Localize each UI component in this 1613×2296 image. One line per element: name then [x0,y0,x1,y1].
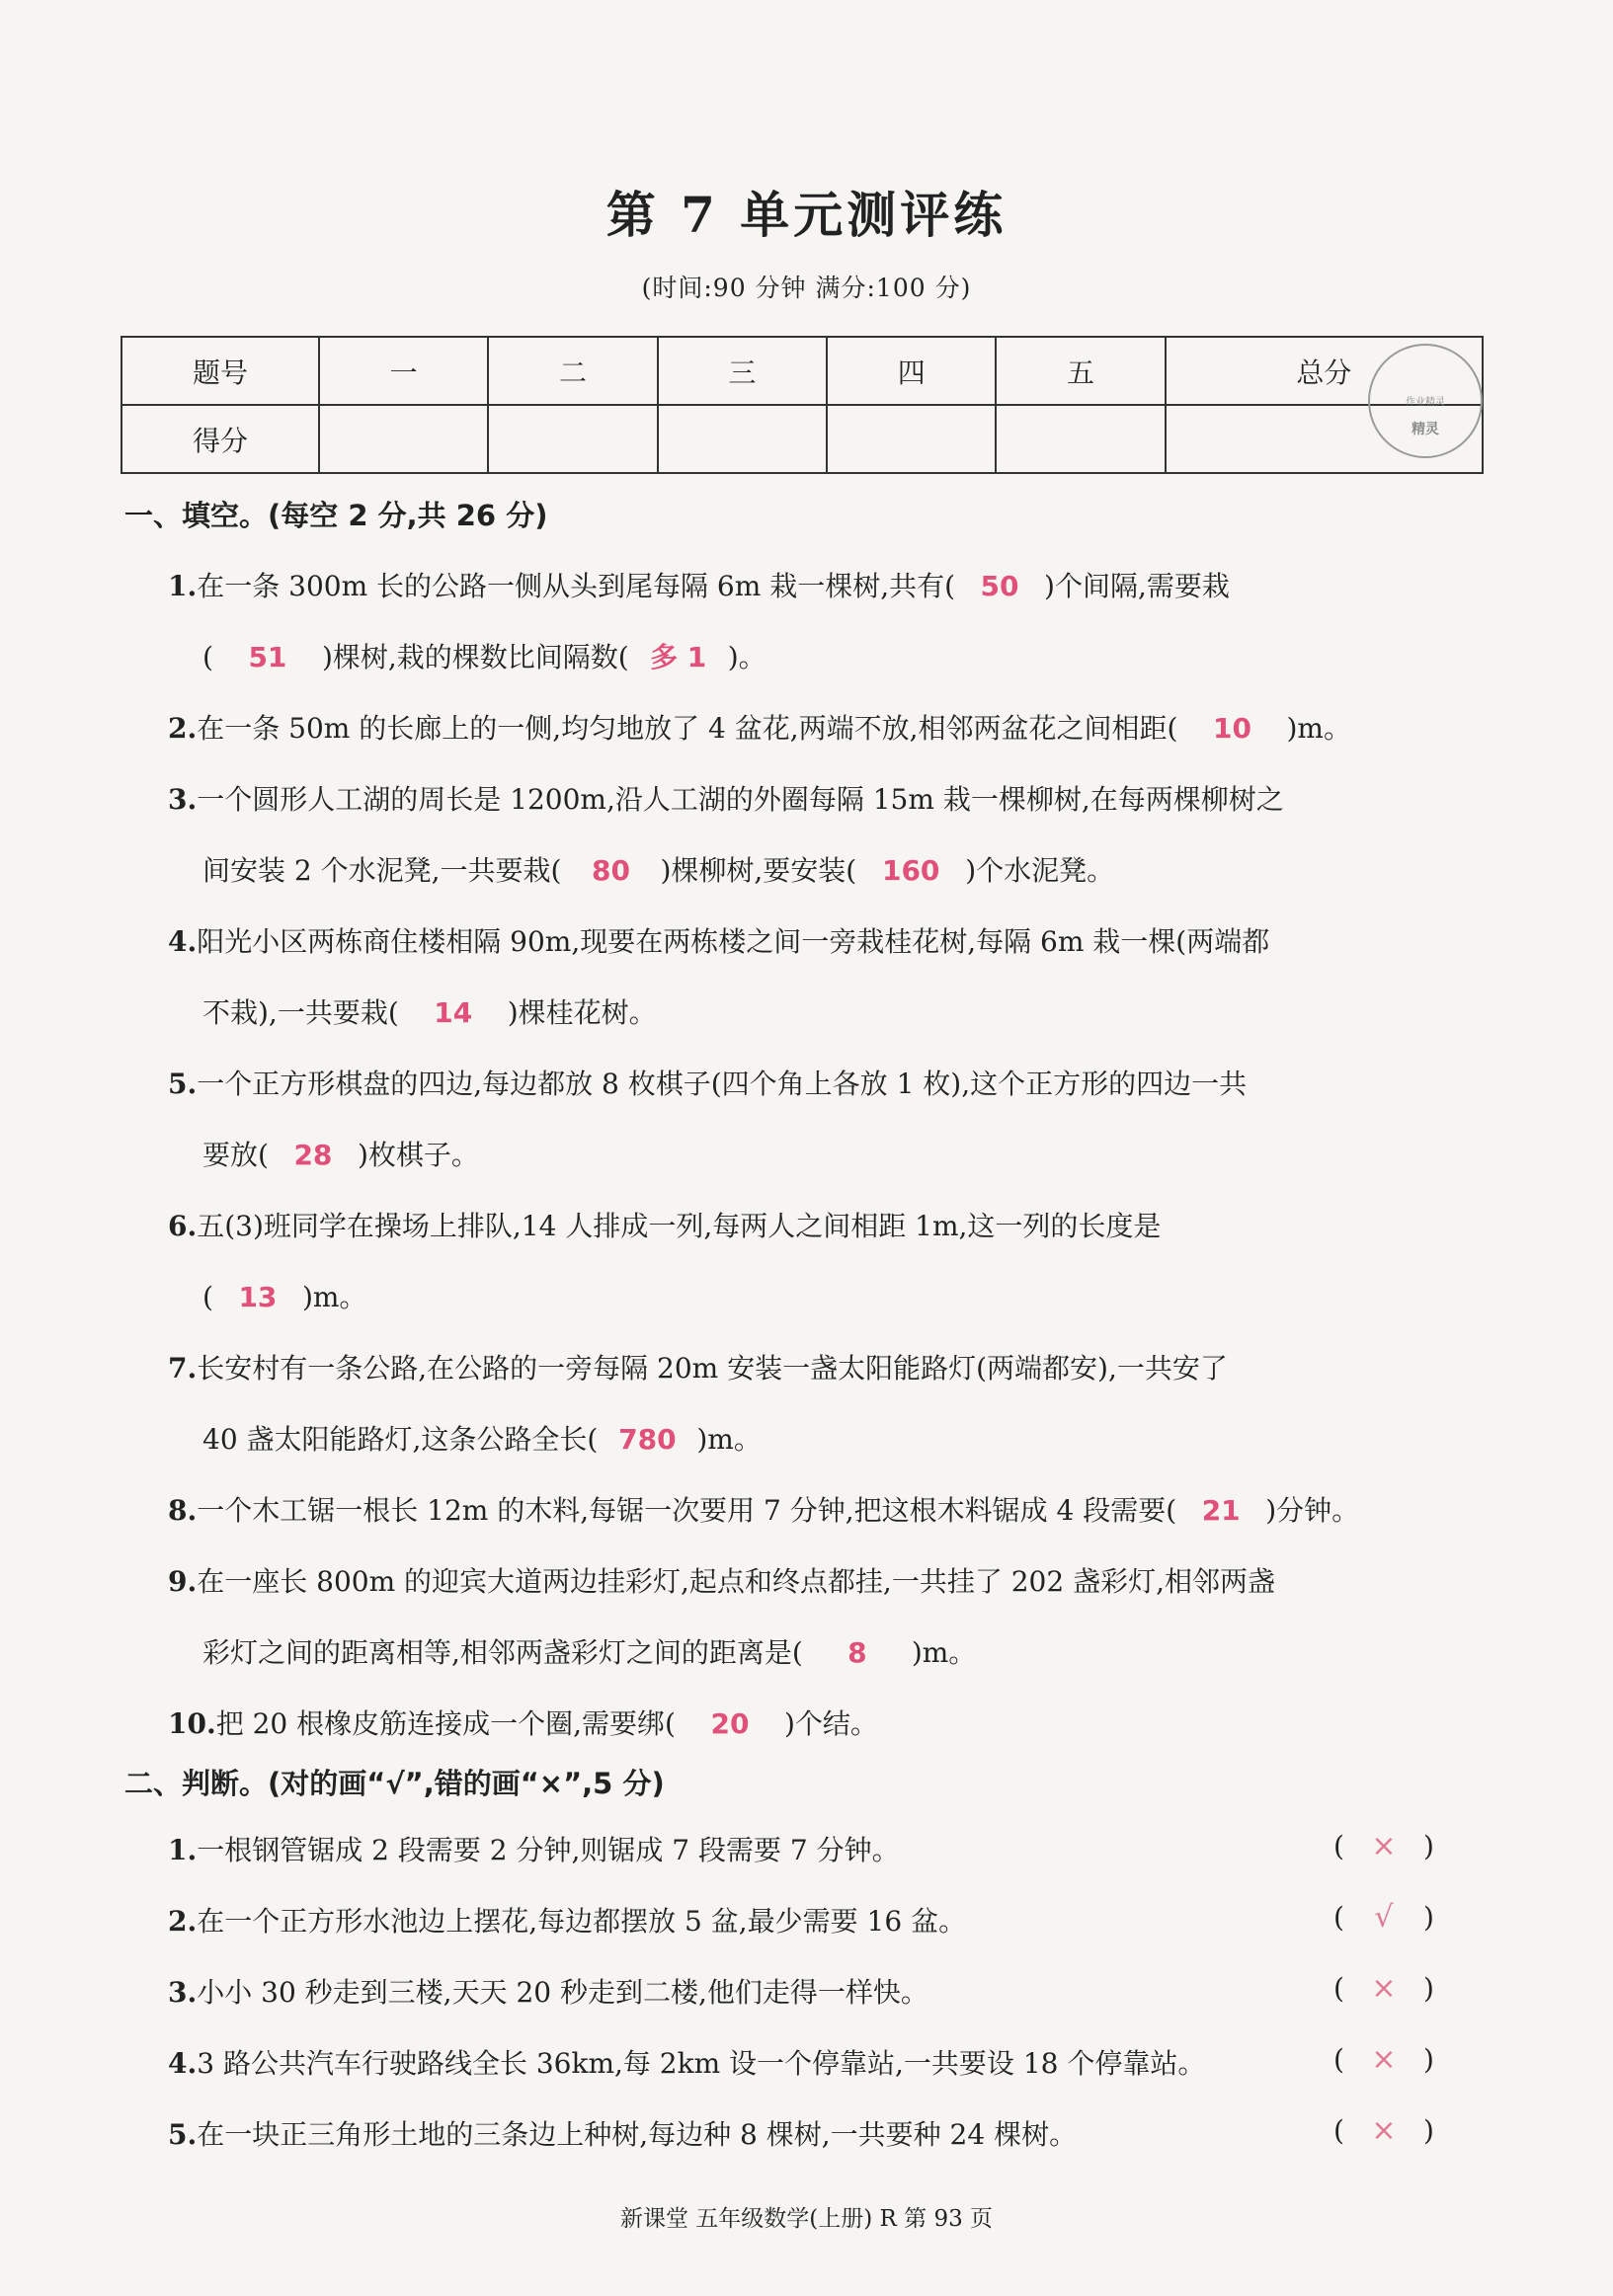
score-table-header-cell: 总分 [1166,337,1483,405]
section-heading-fill-blank: 一、填空。(每空 2 分,共 26 分) [124,499,548,532]
paren: ( [1333,2043,1344,2076]
answer: 50 [980,570,1019,602]
question-text: )。 [727,641,766,673]
question-text: 要放( [202,1139,269,1171]
check-mark: √ [1374,1900,1394,1935]
question-text: 间安装 2 个水泥凳,一共要栽( [202,854,562,887]
question-text: 在一条 50m 的长廊上的一侧,均匀地放了 4 盆花,两端不放,相邻两盆花之间相距( [197,712,1178,745]
question-text: 不栽),一共要栽( [202,996,399,1029]
score-table-header-cell: 二 [488,337,657,405]
judge-item-3 [168,1971,928,2011]
paren: ) [1422,1830,1434,1862]
question-text: 在一座长 800m 的迎宾大道两边挂彩灯,起点和终点都挂,一共挂了 202 盏彩灯,相邻两盏 [197,1565,1275,1598]
paren: ) [1422,2043,1434,2076]
question-1-line-1 [168,565,1230,604]
question-number: 6. [168,1210,198,1242]
question-text: )m。 [696,1423,762,1456]
cross-mark: × [1371,1971,1397,2006]
cross-mark: × [1371,2113,1397,2148]
question-text: ( [202,1281,213,1313]
paren: ) [1422,1972,1434,2005]
answer: 14 [434,996,473,1029]
answer: 160 [881,854,940,887]
answer: 28 [293,1139,333,1171]
question-text: 在一块正三角形土地的三条边上种树,每边种 8 棵树,一共要种 24 棵树。 [197,2118,1078,2151]
question-5-line-1 [168,1063,1247,1102]
question-4-line-1 [168,920,1269,960]
question-text: 40 盏太阳能路灯,这条公路全长( [202,1423,599,1456]
question-text: ( [202,641,213,673]
score-cell [319,405,488,473]
question-8 [168,1489,1359,1529]
answer: 多 1 [650,641,707,673]
score-table-header-cell: 题号 [121,337,319,405]
score-table-header-cell: 四 [827,337,996,405]
page-footer: 新课堂 五年级数学(上册) R 第 93 页 [619,2206,994,2232]
answer: 21 [1201,1494,1241,1527]
question-text: 小小 30 秒走到三楼,天天 20 秒走到二楼,他们走得一样快。 [197,1976,928,2009]
judge-answer-4 [1333,2042,1434,2077]
judge-answer-3 [1333,1971,1434,2006]
question-text: 长安村有一条公路,在公路的一旁每隔 20m 安装一盏太阳能路灯(两端都安),一共安了 [197,1352,1228,1385]
question-text: )棵树,栽的棵数比间隔数( [321,641,629,673]
judge-item-4 [168,2042,1205,2082]
question-7-line-1 [168,1347,1228,1386]
question-number: 7. [168,1352,198,1385]
question-number: 5. [168,2118,198,2151]
paren: ) [1422,2114,1434,2147]
question-4-line-2 [202,991,657,1031]
question-1-line-2 [202,636,766,675]
score-table-row-label: 得分 [121,405,319,473]
question-text: 在一个正方形水池边上摆花,每边都摆放 5 盆,最少需要 16 盆。 [197,1905,967,1938]
score-cell [996,405,1165,473]
page-subtitle: (时间:90 分钟 满分:100 分) [641,274,972,302]
question-number: 1. [168,570,198,602]
question-number: 2. [168,1905,198,1938]
question-number: 9. [168,1565,198,1598]
stamp-text: 作业精灵 [1406,397,1445,408]
score-table-header-cell: 三 [658,337,827,405]
score-table-header-row [121,337,1483,405]
question-text: 彩灯之间的距离相等,相邻两盏彩灯之间的距离是( [202,1636,803,1669]
question-7-line-2 [202,1418,762,1458]
judge-answer-2 [1333,1900,1434,1935]
question-6-line-1 [168,1205,1161,1244]
question-text: 一个圆形人工湖的周长是 1200m,沿人工湖的外圈每隔 15m 栽一棵柳树,在每两棵柳树之 [197,783,1284,816]
question-10 [168,1702,878,1742]
question-number: 5. [168,1068,198,1100]
question-3-line-2 [202,849,1114,889]
answer: 780 [618,1423,677,1456]
judge-answer-1 [1333,1829,1434,1863]
paren: ) [1422,1901,1434,1934]
question-number: 8. [168,1494,198,1527]
paren: ( [1333,2114,1344,2147]
question-number: 4. [168,925,198,958]
answer: 13 [238,1281,278,1313]
question-text: 一个木工锯一根长 12m 的木料,每锯一次要用 7 分钟,把这根木料锯成 4 段需要( [197,1494,1177,1527]
score-table [121,336,1484,474]
question-number: 3. [168,1976,198,2009]
question-number: 4. [168,2047,198,2080]
question-text: 阳光小区两栋商住楼相隔 90m,现要在两栋楼之间一旁栽桂花树,每隔 6m 栽一棵(两端都 [197,925,1270,958]
question-text: )个结。 [783,1707,878,1740]
question-9-line-2 [202,1631,976,1671]
question-text: )枚棋子。 [357,1139,479,1171]
judge-answer-5 [1333,2113,1434,2148]
paren: ( [1333,1830,1344,1862]
question-text: )棵柳树,要安装( [660,854,857,887]
question-6-line-2 [202,1276,366,1315]
question-text: 五(3)班同学在操场上排队,14 人排成一列,每两人之间相距 1m,这一列的长度是 [197,1210,1162,1242]
question-text: 一个正方形棋盘的四边,每边都放 8 枚棋子(四个角上各放 1 枚),这个正方形的四边一共 [197,1068,1248,1100]
question-text: 一根钢管锯成 2 段需要 2 分钟,则锯成 7 段需要 7 分钟。 [197,1834,900,1866]
judge-item-1 [168,1829,900,1868]
question-text: )m。 [1286,712,1351,745]
score-cell [827,405,996,473]
section-heading-true-false: 二、判断。(对的画“√”,错的画“×”,5 分) [124,1767,665,1800]
score-cell [488,405,657,473]
cross-mark: × [1371,1829,1397,1863]
question-number: 2. [168,712,198,745]
answer: 10 [1212,712,1251,745]
score-table-score-row [121,405,1483,473]
question-text: )分钟。 [1265,1494,1360,1527]
question-3-line-1 [168,778,1284,818]
cross-mark: × [1371,2042,1397,2077]
question-text: 在一条 300m 长的公路一侧从头到尾每隔 6m 栽一棵树,共有( [197,570,956,602]
score-table-header-cell: 一 [319,337,488,405]
score-cell [658,405,827,473]
question-number: 10. [168,1707,216,1740]
score-table-header-cell: 五 [996,337,1165,405]
question-number: 1. [168,1834,198,1866]
question-5-line-2 [202,1134,479,1173]
stamp-text: 精灵 [1411,422,1439,437]
answer: 80 [591,854,630,887]
judge-item-5 [168,2113,1077,2153]
answer: 8 [847,1636,867,1669]
paren: ( [1333,1972,1344,2005]
stamp-logo [1368,344,1483,458]
question-text: )m。 [301,1281,367,1313]
question-2 [168,707,1351,747]
question-number: 3. [168,783,198,816]
answer: 51 [248,641,287,673]
question-text: 3 路公共汽车行驶路线全长 36km,每 2km 设一个停靠站,一共要设 18 个停靠站。 [197,2047,1206,2080]
question-text: )个间隔,需要栽 [1044,570,1230,602]
question-text: )个水泥凳。 [965,854,1115,887]
answer: 20 [710,1707,750,1740]
question-text: )棵桂花树。 [507,996,657,1029]
paren: ( [1333,1901,1344,1934]
question-text: 把 20 根橡皮筋连接成一个圈,需要绑( [215,1707,676,1740]
question-text: )m。 [911,1636,977,1669]
judge-item-2 [168,1900,966,1940]
question-9-line-1 [168,1560,1275,1600]
page-title: 第 7 单元测评练 [605,186,1008,244]
